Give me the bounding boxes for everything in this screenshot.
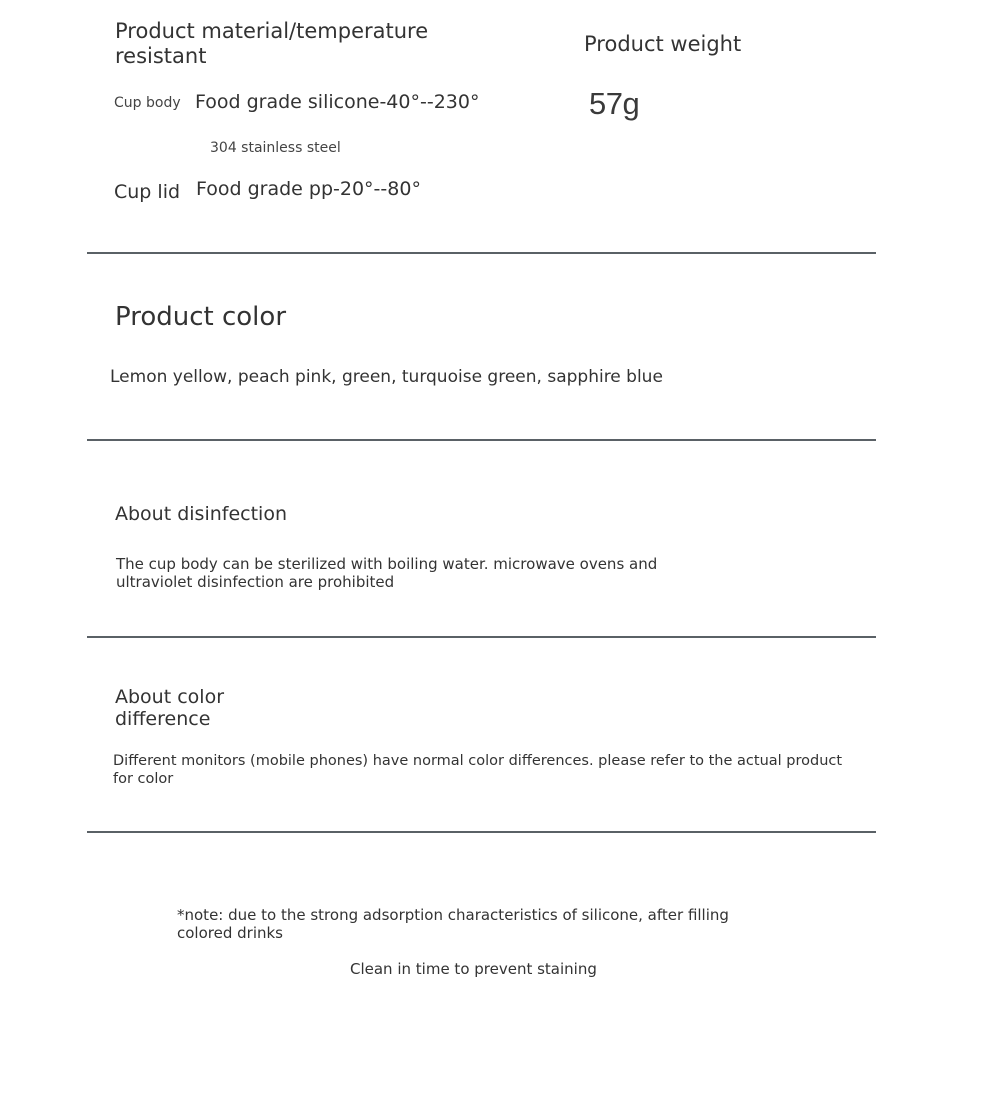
divider-4 xyxy=(87,831,876,833)
note-text-line1: *note: due to the strong adsorption characteristics of silicone, after filling xyxy=(177,906,729,924)
cup-body-extra: 304 stainless steel xyxy=(210,140,341,156)
color-difference-heading xyxy=(115,686,224,730)
disinfection-text xyxy=(116,555,736,591)
disinfection-text-line2: ultraviolet disinfection are prohibited xyxy=(116,573,395,591)
disinfection-text-line1: The cup body can be sterilized with boiling water. microwave ovens and xyxy=(116,555,658,573)
note-text xyxy=(177,906,877,942)
divider-3 xyxy=(87,636,876,638)
cup-body-value: Food grade silicone-40°--230° xyxy=(195,91,480,113)
cup-lid-value: Food grade pp-20°--80° xyxy=(196,178,421,200)
note-text-line2: colored drinks xyxy=(177,924,283,942)
color-difference-heading-line1: About color xyxy=(115,686,224,708)
color-text: Lemon yellow, peach pink, green, turquoise green, sapphire blue xyxy=(110,367,663,387)
material-heading xyxy=(115,19,535,69)
color-difference-text-line1: Different monitors (mobile phones) have normal color differences. please refer to the actual product xyxy=(113,753,843,769)
disinfection-heading: About disinfection xyxy=(115,503,287,525)
material-heading-line2: resistant xyxy=(115,44,207,68)
weight-heading: Product weight xyxy=(584,32,742,56)
divider-2 xyxy=(87,439,876,441)
divider-1 xyxy=(87,252,876,254)
note-clean-text: Clean in time to prevent staining xyxy=(350,960,597,978)
cup-lid-label: Cup lid xyxy=(114,181,181,203)
weight-value: 57g xyxy=(589,86,640,121)
color-difference-text-line2: for color xyxy=(113,771,174,787)
color-difference-heading-line2: difference xyxy=(115,708,211,730)
color-difference-text xyxy=(113,752,873,788)
color-heading: Product color xyxy=(115,302,287,332)
cup-body-label: Cup body xyxy=(114,95,181,111)
material-heading-line1: Product material/temperature xyxy=(115,19,429,43)
